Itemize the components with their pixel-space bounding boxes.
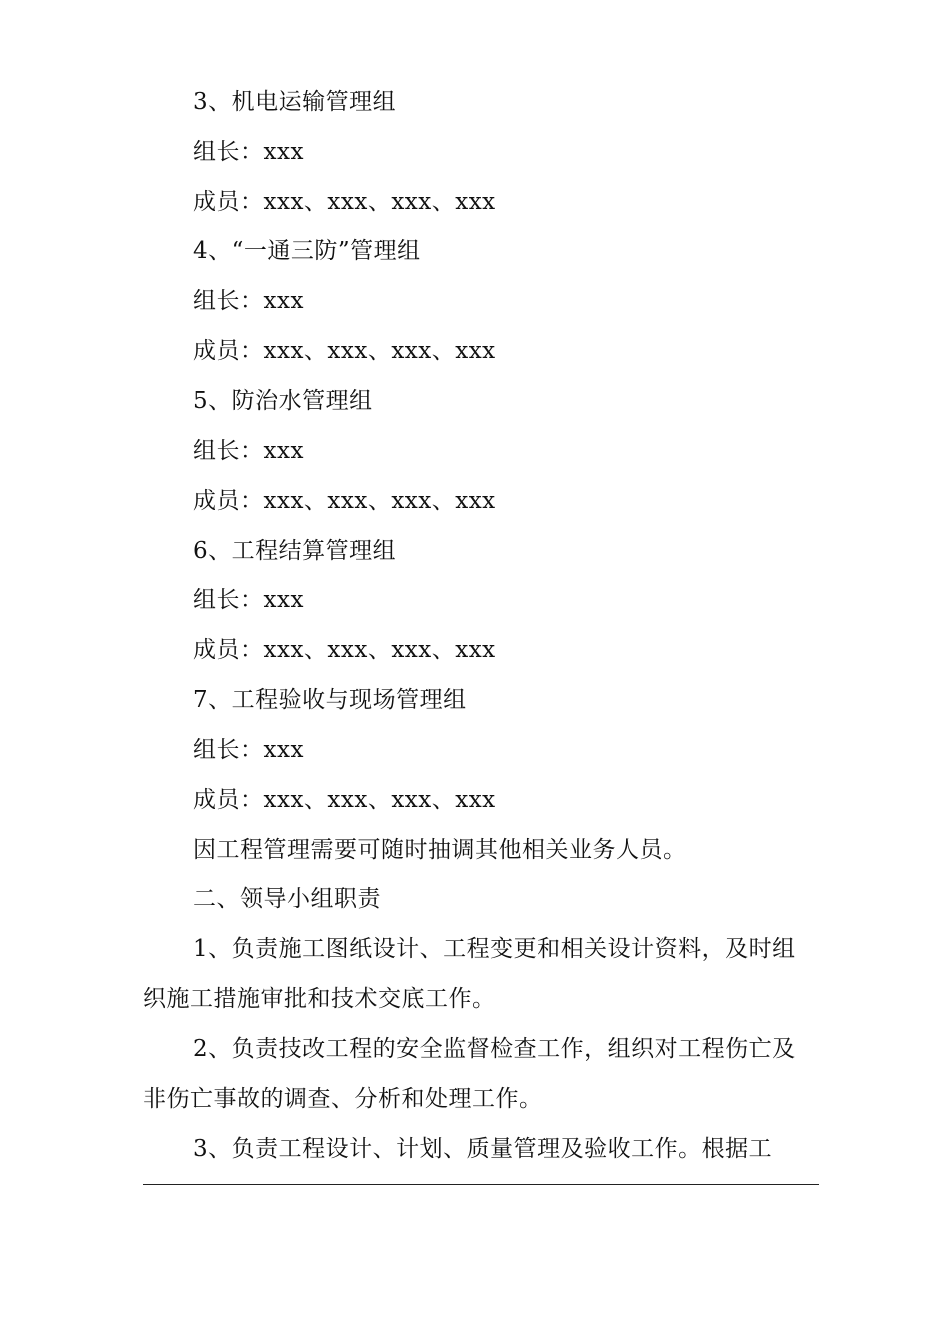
group-members: 成员：xxx、xxx、xxx、xxx: [193, 637, 496, 663]
group-members: 成员：xxx、xxx、xxx、xxx: [193, 787, 496, 813]
group-leader: 组长：xxx: [193, 139, 304, 165]
group-leader: 组长：xxx: [193, 438, 304, 464]
duty-item-3-line1: 3、负责工程设计、计划、质量管理及验收工作。根据工: [193, 1136, 773, 1162]
footer-divider: [143, 1184, 819, 1185]
duty-item-2-line1: 2、负责技改工程的安全监督检查工作，组织对工程伤亡及: [193, 1036, 796, 1062]
group-leader: 组长：xxx: [193, 587, 304, 613]
duty-item-1-line1: 1、负责施工图纸设计、工程变更和相关设计资料，及时组: [193, 936, 796, 962]
duty-item-3: [143, 1134, 823, 1164]
group-leader: 组长：xxx: [193, 737, 304, 763]
group-members: 成员：xxx、xxx、xxx、xxx: [193, 338, 496, 364]
duties-heading: 二、领导小组职责: [193, 886, 381, 912]
duty-item-2: [143, 1034, 823, 1114]
section-heading: 5、防治水管理组: [193, 388, 373, 414]
group-members: 成员：xxx、xxx、xxx、xxx: [193, 189, 496, 215]
section-heading: 4、“一通三防”管理组: [193, 238, 421, 264]
section-heading: 7、工程验收与现场管理组: [193, 687, 467, 713]
duty-item-1: [143, 934, 823, 1014]
section-heading: 6、工程结算管理组: [193, 538, 397, 564]
group-members: 成员：xxx、xxx、xxx、xxx: [193, 488, 496, 514]
group-leader: 组长：xxx: [193, 288, 304, 314]
staffing-note: 因工程管理需要可随时抽调其他相关业务人员。: [193, 837, 687, 863]
section-heading: 3、机电运输管理组: [193, 89, 397, 115]
duty-item-1-line2: 织施工措施审批和技术交底工作。: [143, 986, 496, 1012]
duty-item-2-line2: 非伤亡事故的调查、分析和处理工作。: [143, 1086, 543, 1112]
